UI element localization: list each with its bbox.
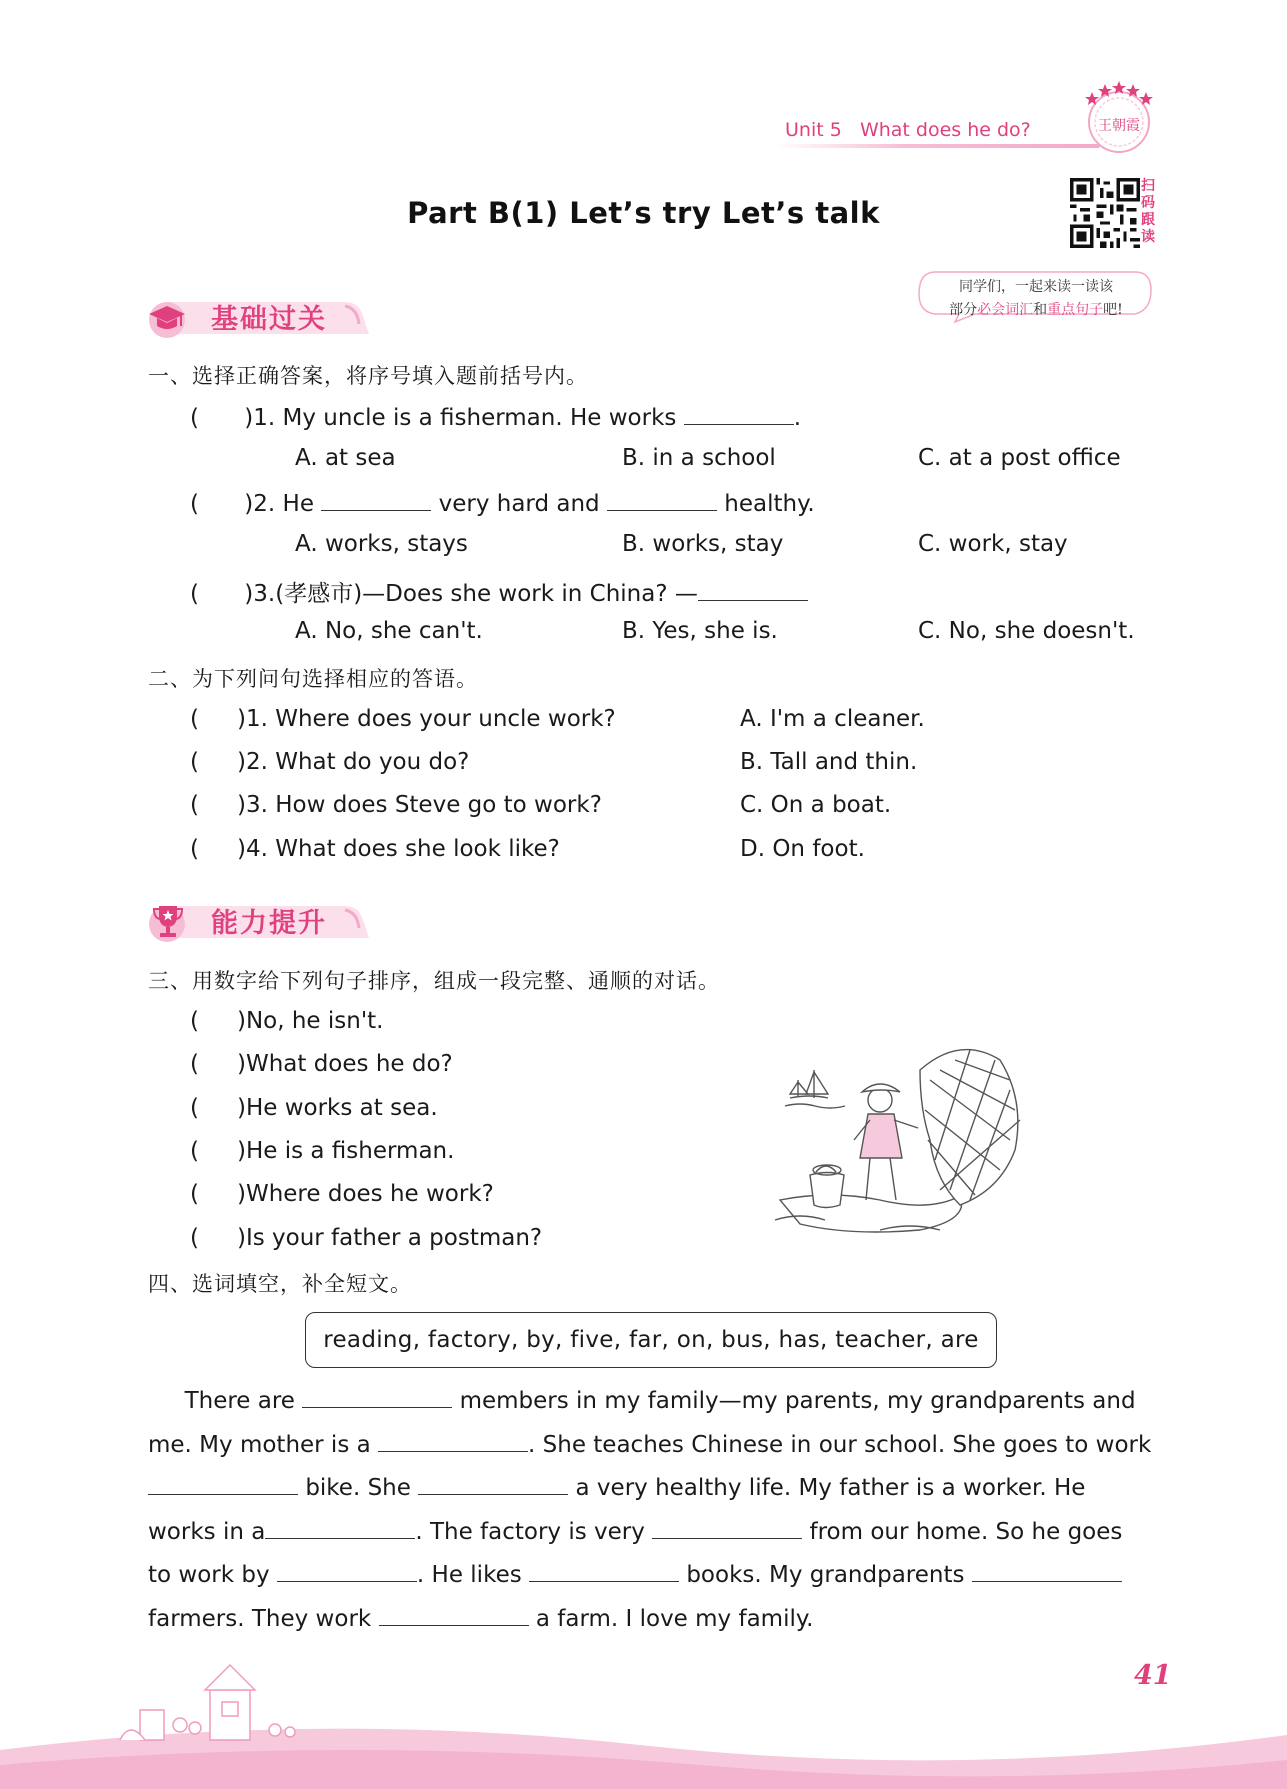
q2-question-2: ( )2. What do you do? (190, 749, 470, 775)
question-heading-1: 一、选择正确答案，将序号填入题前括号内。 (148, 364, 588, 388)
graduation-cap-icon (147, 300, 187, 336)
section-label: 能力提升 (211, 908, 327, 939)
q1-1-option-b: B. in a school (622, 445, 776, 471)
q3-line-1: ( )No, he isn't. (190, 1008, 384, 1034)
unit-number: Unit 5 (785, 119, 842, 141)
bubble-text: 同学们，一起来读一读该 部分必会词汇和重点句子吧! (949, 279, 1123, 318)
q3-line-6: ( )Is your father a postman? (190, 1225, 543, 1251)
blank-field[interactable] (684, 402, 794, 425)
q3-line-4: ( )He is a fisherman. (190, 1138, 455, 1164)
question-heading-2: 二、为下列问句选择相应的答语。 (148, 667, 478, 691)
q1-3-option-c: C. No, she doesn't. (918, 618, 1135, 644)
q2-question-4: ( )4. What does she look like? (190, 836, 560, 862)
question-heading-3: 三、用数字给下列句子排序，组成一段完整、通顺的对话。 (148, 969, 720, 993)
q1-2-option-c: C. work, stay (918, 531, 1068, 557)
q1-1-option-a: A. at sea (295, 445, 396, 471)
q2-answer-d: D. On foot. (740, 836, 865, 862)
q3-line-5: ( )Where does he work? (190, 1181, 494, 1207)
q3-line-2: ( )What does he do? (190, 1051, 453, 1077)
unit-title: What does he do? (859, 119, 1031, 141)
blank-field[interactable] (148, 1472, 298, 1495)
section-header-ability (145, 896, 375, 942)
q1-1-option-c: C. at a post office (918, 445, 1121, 471)
blank-field[interactable] (698, 578, 808, 601)
qr-code-icon[interactable] (1070, 178, 1140, 248)
q1-2-option-a: A. works, stays (295, 531, 468, 557)
q3-line-3: ( )He works at sea. (190, 1095, 438, 1121)
q2-question-1: ( )1. Where does your uncle work? (190, 706, 616, 732)
blank-field[interactable] (607, 488, 717, 511)
q2-answer-b: B. Tall and thin. (740, 749, 918, 775)
word-bank: reading, factory, by, five, far, on, bus, has, teacher, are (323, 1327, 979, 1353)
section-header-basic (145, 292, 375, 338)
blank-field[interactable] (379, 1603, 529, 1626)
blank-field[interactable] (321, 488, 431, 511)
blank-field[interactable] (972, 1559, 1122, 1582)
q2-question-3: ( )3. How does Steve go to work? (190, 792, 602, 818)
blank-field[interactable] (529, 1559, 679, 1582)
unit-header (785, 119, 1031, 141)
q2-answer-c: C. On a boat. (740, 792, 892, 818)
q1-item-2: ( )2. He very hard and healthy. (190, 488, 815, 517)
q2-answer-a: A. I'm a cleaner. (740, 706, 925, 732)
header-divider (775, 144, 1100, 148)
qr-label: 扫 码 跟 读 (1141, 178, 1155, 245)
blank-field[interactable] (277, 1559, 417, 1582)
footer-decoration (0, 1640, 1287, 1789)
blank-field[interactable] (418, 1472, 568, 1495)
blank-field[interactable] (652, 1516, 802, 1539)
blank-field[interactable] (265, 1516, 415, 1539)
page-number: 41 (1134, 1660, 1172, 1691)
trophy-icon (151, 902, 185, 942)
q1-item-3: ( )3.(孝感市)—Does she work in China? — (190, 575, 808, 608)
q1-item-1: ( )1. My uncle is a fisherman. He works . (190, 402, 801, 431)
blank-field[interactable] (302, 1385, 452, 1408)
question-heading-4: 四、选词填空，补全短文。 (148, 1272, 412, 1296)
blank-field[interactable] (378, 1429, 528, 1452)
q1-2-option-b: B. works, stay (622, 531, 784, 557)
page-title: Part B(1) Let’s try Let’s talk (407, 196, 880, 230)
q1-3-option-b: B. Yes, she is. (622, 618, 778, 644)
q1-3-option-a: A. No, she can't. (295, 618, 483, 644)
section-label: 基础过关 (211, 304, 327, 335)
svg-text:王朝霞: 王朝霞 (1098, 118, 1140, 134)
fisherman-illustration (770, 1040, 1040, 1240)
cloze-passage: There are members in my family—my parents, my grandparents and me. My mother is a . She teaches Chinese in our school. She goes to work bike. She a very healthy life. My father is a worker. He works in a . The factory is very from our home. So he goes to work by . He likes books. My grandparents farmers. They work a farm. I love my family. (148, 1380, 1158, 1641)
